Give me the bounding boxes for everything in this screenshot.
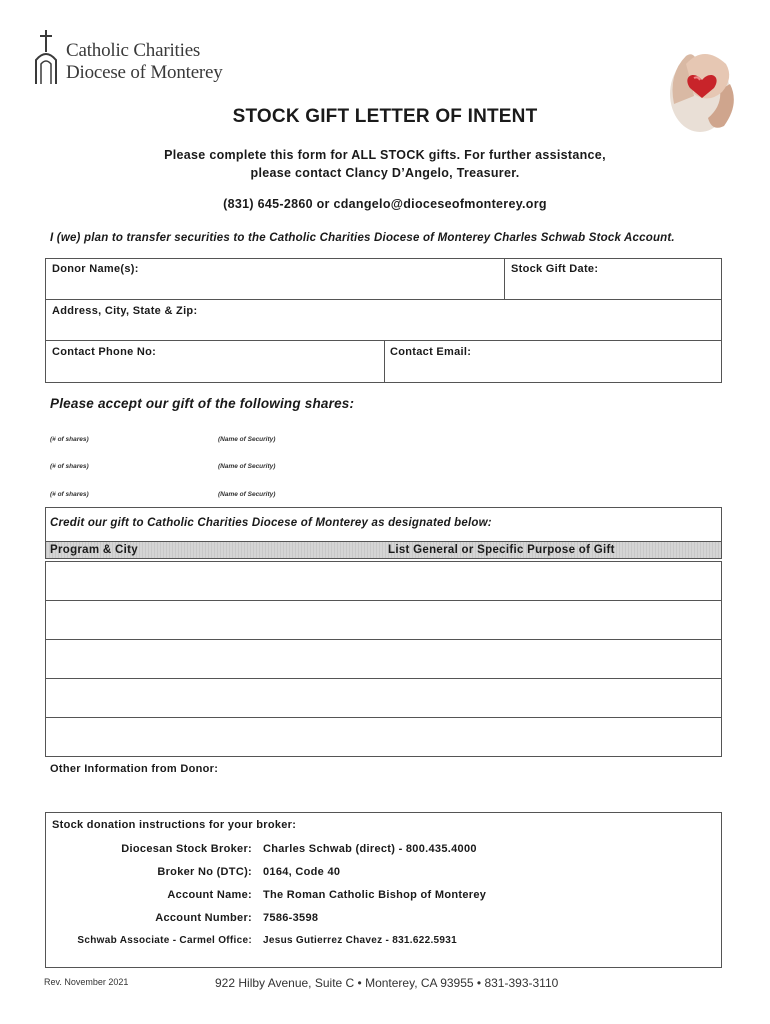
broker-value: Charles Schwab (direct) - 800.435.4000 (263, 843, 477, 855)
intro-statement: I (we) plan to transfer securities to the Catholic Charities Diocese of Monterey Charles Schwab Stock Account. (50, 232, 675, 244)
shares-count-label-2: (# of shares) (50, 463, 89, 470)
designation-title: Credit our gift to Catholic Charities Diocese of Monterey as designated below: (50, 517, 492, 529)
contact-line: (831) 645-2860 or cdangelo@dioceseofmonterey.org (223, 197, 547, 211)
broker-instructions-title: Stock donation instructions for your broker: (52, 819, 297, 831)
page-title: STOCK GIFT LETTER OF INTENT (232, 106, 538, 127)
revision-date: Rev. November 2021 (44, 977, 129, 987)
designation-row[interactable] (45, 717, 722, 757)
broker-value: 7586-3598 (263, 912, 319, 924)
designation-row[interactable] (45, 600, 722, 640)
purpose-header: List General or Specific Purpose of Gift (388, 544, 615, 556)
org-name-line1: Catholic Charities (66, 40, 201, 61)
security-name-label-3: (Name of Security) (218, 491, 276, 498)
org-name-line2: Diocese of Monterey (66, 62, 223, 83)
gift-date-label: Stock Gift Date: (511, 263, 599, 275)
donor-names-label: Donor Name(s): (52, 263, 139, 275)
security-name-label-2: (Name of Security) (218, 463, 276, 470)
broker-label: Account Name: (167, 889, 252, 901)
phone-label: Contact Phone No: (52, 346, 157, 358)
broker-label: Schwab Associate - Carmel Office: (77, 935, 252, 946)
designation-column-header (45, 541, 722, 559)
email-label: Contact Email: (390, 346, 472, 358)
security-name-label-1: (Name of Security) (218, 436, 276, 443)
broker-value: Jesus Gutierrez Chavez - 831.622.5931 (263, 935, 457, 946)
designation-row[interactable] (45, 639, 722, 679)
broker-value: The Roman Catholic Bishop of Monterey (263, 889, 487, 901)
cross-logo-icon (34, 28, 58, 86)
footer-address: 922 Hilby Avenue, Suite C • Monterey, CA 93955 • 831-393-3110 (215, 976, 559, 990)
designation-row[interactable] (45, 561, 722, 601)
address-label: Address, City, State & Zip: (52, 305, 198, 317)
other-info-label: Other Information from Donor: (50, 763, 219, 775)
subtitle-line1: Please complete this form for ALL STOCK gifts. For further assistance, (164, 148, 606, 162)
subtitle-line2: please contact Clancy D’Angelo, Treasurer. (250, 166, 520, 180)
org-name (66, 40, 223, 84)
program-city-header: Program & City (50, 544, 138, 556)
shares-count-label-3: (# of shares) (50, 491, 89, 498)
broker-label: Account Number: (155, 912, 252, 924)
designation-row[interactable] (45, 678, 722, 718)
broker-label: Broker No (DTC): (157, 866, 252, 878)
broker-label: Diocesan Stock Broker: (121, 843, 252, 855)
shares-count-label-1: (# of shares) (50, 436, 89, 443)
shares-title: Please accept our gift of the following shares: (50, 396, 355, 411)
broker-value: 0164, Code 40 (263, 866, 341, 878)
